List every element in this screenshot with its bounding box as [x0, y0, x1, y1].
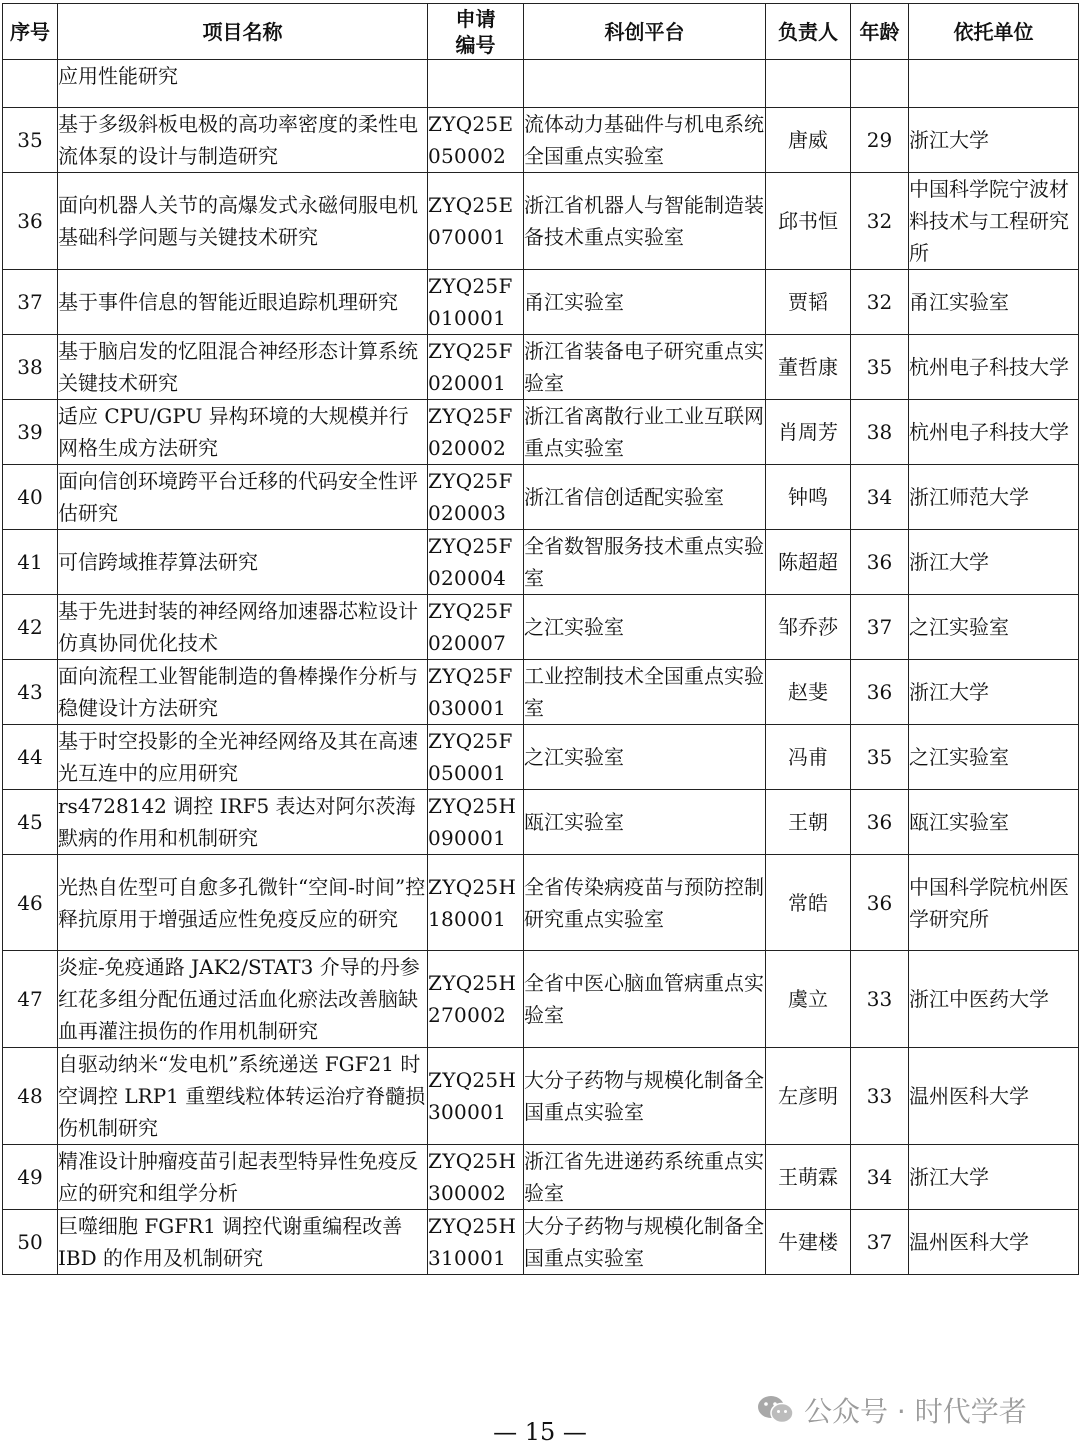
- header-code-line2: 编号: [455, 32, 496, 57]
- header-unit: 依托单位: [909, 4, 1079, 60]
- cell-unit: 甬江实验室: [909, 270, 1079, 335]
- watermark-text: 公众号 · 时代学者: [804, 1395, 1027, 1428]
- cell-unit: 温州医科大学: [909, 1210, 1079, 1275]
- cell-code: [428, 951, 524, 1048]
- cell-code: [428, 595, 524, 660]
- cell-person: 邹乔莎: [766, 595, 851, 660]
- cell-age: 37: [851, 595, 909, 660]
- cell-code-line2: 310001: [428, 1246, 507, 1270]
- cell-unit: 温州医科大学: [909, 1048, 1079, 1145]
- cell-unit: 中国科学院杭州医学研究所: [909, 855, 1079, 951]
- cell-code: [428, 790, 524, 855]
- page-number: — 15 —: [493, 1418, 587, 1446]
- table-row: [3, 108, 1079, 173]
- cell-no: 49: [3, 1145, 58, 1210]
- cell-code-line2: 050001: [428, 761, 507, 785]
- cell-code-line1: ZYQ25F: [428, 729, 513, 753]
- cell-code-line1: ZYQ25H: [428, 794, 517, 818]
- cell-name: 应用性能研究: [58, 60, 428, 108]
- cell-code-line2: 180001: [428, 906, 507, 931]
- header-person: 负责人: [766, 4, 851, 60]
- table-row: [3, 335, 1079, 400]
- cell-person: 虞立: [766, 951, 851, 1048]
- cell-name: 适应 CPU/GPU 异构环境的大规模并行网格生成方法研究: [58, 400, 428, 465]
- cell-code-line1: ZYQ25H: [428, 1149, 517, 1173]
- cell-no: 44: [3, 725, 58, 790]
- cell-unit: 浙江大学: [909, 108, 1079, 173]
- cell-unit: 浙江大学: [909, 530, 1079, 595]
- cell-unit: 杭州电子科技大学: [909, 335, 1079, 400]
- cell-code-line1: ZYQ25F: [428, 534, 513, 558]
- cell-platform: 浙江省信创适配实验室: [524, 465, 766, 530]
- cell-code-line1: ZYQ25F: [428, 664, 513, 688]
- cell-person: 冯甫: [766, 725, 851, 790]
- table-row: [3, 855, 1079, 951]
- cell-age: 32: [851, 173, 909, 270]
- header-no: 序号: [3, 4, 58, 60]
- project-table: [2, 3, 1079, 1275]
- cell-age: 36: [851, 660, 909, 725]
- cell-code-line2: 020003: [428, 501, 507, 525]
- cell-platform: 全省传染病疫苗与预防控制研究重点实验室: [524, 855, 766, 951]
- cell-platform: 甬江实验室: [524, 270, 766, 335]
- cell-platform: [524, 60, 766, 108]
- cell-no: 47: [3, 951, 58, 1048]
- cell-age: 33: [851, 1048, 909, 1145]
- cell-name: 精准设计肿瘤疫苗引起表型特异性免疫反应的研究和组学分析: [58, 1145, 428, 1210]
- cell-no: 37: [3, 270, 58, 335]
- cell-platform: 工业控制技术全国重点实验室: [524, 660, 766, 725]
- cell-code: [428, 400, 524, 465]
- cell-code-line1: ZYQ25E: [428, 193, 514, 217]
- cell-code-line2: 050002: [428, 144, 507, 168]
- table-row: [3, 400, 1079, 465]
- cell-person: [766, 60, 851, 108]
- cell-no: 38: [3, 335, 58, 400]
- cell-platform: 流体动力基础件与机电系统全国重点实验室: [524, 108, 766, 173]
- cell-name: 面向机器人关节的高爆发式永磁伺服电机基础科学问题与关键技术研究: [58, 173, 428, 270]
- cell-name: 基于时空投影的全光神经网络及其在高速光互连中的应用研究: [58, 725, 428, 790]
- cell-name: 基于事件信息的智能近眼追踪机理研究: [58, 270, 428, 335]
- header-code: [428, 4, 524, 60]
- cell-name: 可信跨域推荐算法研究: [58, 530, 428, 595]
- cell-age: 32: [851, 270, 909, 335]
- cell-platform: 全省数智服务技术重点实验室: [524, 530, 766, 595]
- table-row: [3, 660, 1079, 725]
- cell-age: 36: [851, 530, 909, 595]
- cell-person: 肖周芳: [766, 400, 851, 465]
- cell-unit: 瓯江实验室: [909, 790, 1079, 855]
- cell-code-line1: ZYQ25F: [428, 404, 513, 428]
- header-name: 项目名称: [58, 4, 428, 60]
- cell-no: 35: [3, 108, 58, 173]
- cell-unit: 浙江大学: [909, 1145, 1079, 1210]
- cell-age: 29: [851, 108, 909, 173]
- table-row: [3, 270, 1079, 335]
- cell-code-line1: ZYQ25E: [428, 112, 514, 136]
- cell-code-line2: 270002: [428, 1003, 507, 1027]
- cell-age: 35: [851, 725, 909, 790]
- cell-code: [428, 270, 524, 335]
- cell-no: 42: [3, 595, 58, 660]
- cell-person: 贾韬: [766, 270, 851, 335]
- table-row: [3, 1048, 1079, 1145]
- cell-no: 48: [3, 1048, 58, 1145]
- cell-name: 基于先进封装的神经网络加速器芯粒设计仿真协同优化技术: [58, 595, 428, 660]
- cell-unit: 之江实验室: [909, 595, 1079, 660]
- cell-code: [428, 60, 524, 108]
- cell-code: [428, 335, 524, 400]
- cell-code: [428, 1210, 524, 1275]
- cell-unit: 中国科学院宁波材料技术与工程研究所: [909, 173, 1079, 270]
- cell-platform: 浙江省装备电子研究重点实验室: [524, 335, 766, 400]
- cell-platform: 全省中医心脑血管病重点实验室: [524, 951, 766, 1048]
- cell-age: 34: [851, 1145, 909, 1210]
- cell-code-line1: ZYQ25H: [428, 1214, 517, 1238]
- cell-platform: 浙江省先进递药系统重点实验室: [524, 1145, 766, 1210]
- cell-person: 牛建楼: [766, 1210, 851, 1275]
- cell-platform: 大分子药物与规模化制备全国重点实验室: [524, 1210, 766, 1275]
- table-row: [3, 1210, 1079, 1275]
- cell-unit: 之江实验室: [909, 725, 1079, 790]
- table-row: [3, 951, 1079, 1048]
- cell-name: 炎症-免疫通路 JAK2/STAT3 介导的丹参红花多组分配伍通过活血化瘀法改善脑缺血再灌注损伤的作用机制研究: [58, 951, 428, 1048]
- cell-no: 41: [3, 530, 58, 595]
- cell-no: 40: [3, 465, 58, 530]
- cell-person: 董哲康: [766, 335, 851, 400]
- cell-platform: 浙江省机器人与智能制造装备技术重点实验室: [524, 173, 766, 270]
- cell-code-line1: ZYQ25F: [428, 274, 513, 298]
- cell-name: 自驱动纳米“发电机”系统递送 FGF21 时空调控 LRP1 重塑线粒体转运治疗脊髓损伤机制研究: [58, 1048, 428, 1145]
- cell-no: 45: [3, 790, 58, 855]
- cell-code-line2: 020001: [428, 371, 507, 395]
- cell-code: [428, 855, 524, 951]
- cell-code-line1: ZYQ25F: [428, 469, 513, 493]
- table-row: [3, 1145, 1079, 1210]
- cell-person: 左彦明: [766, 1048, 851, 1145]
- cell-platform: 大分子药物与规模化制备全国重点实验室: [524, 1048, 766, 1145]
- cell-code-line2: 070001: [428, 225, 507, 249]
- table-row: [3, 725, 1079, 790]
- cell-no: 46: [3, 855, 58, 951]
- table-body: [3, 60, 1079, 1275]
- cell-no: [3, 60, 58, 108]
- cell-person: 陈超超: [766, 530, 851, 595]
- header-code-line1: 申请: [455, 6, 496, 31]
- cell-name: 光热自佐型可自愈多孔微针“空间-时间”控释抗原用于增强适应性免疫反应的研究: [58, 855, 428, 951]
- cell-code-line2: 020004: [428, 566, 507, 590]
- cell-code-line1: ZYQ25F: [428, 599, 513, 623]
- table-row: [3, 465, 1079, 530]
- cell-no: 36: [3, 173, 58, 270]
- cell-age: 36: [851, 790, 909, 855]
- cell-person: 王朝: [766, 790, 851, 855]
- cell-code: [428, 530, 524, 595]
- cell-code: [428, 1145, 524, 1210]
- cell-age: 38: [851, 400, 909, 465]
- cell-code-line2: 030001: [428, 696, 507, 720]
- cell-code-line1: ZYQ25F: [428, 339, 513, 363]
- cell-code: [428, 725, 524, 790]
- cell-code-line1: ZYQ25H: [428, 1068, 517, 1092]
- table-row: [3, 530, 1079, 595]
- cell-platform: 之江实验室: [524, 595, 766, 660]
- cell-name: 面向信创环境跨平台迁移的代码安全性评估研究: [58, 465, 428, 530]
- table-row: [3, 173, 1079, 270]
- cell-code-line1: ZYQ25H: [428, 874, 517, 899]
- cell-code-line1: ZYQ25H: [428, 971, 517, 995]
- cell-name: rs4728142 调控 IRF5 表达对阿尔茨海默病的作用和机制研究: [58, 790, 428, 855]
- cell-age: 35: [851, 335, 909, 400]
- cell-unit: 浙江大学: [909, 660, 1079, 725]
- cell-code: [428, 660, 524, 725]
- cell-no: 39: [3, 400, 58, 465]
- cell-code-line2: 300001: [428, 1100, 507, 1124]
- cell-unit: [909, 60, 1079, 108]
- cell-platform: 之江实验室: [524, 725, 766, 790]
- table-row: [3, 60, 1079, 108]
- cell-age: 36: [851, 855, 909, 951]
- cell-code-line2: 020007: [428, 631, 507, 655]
- cell-platform: 瓯江实验室: [524, 790, 766, 855]
- cell-age: 33: [851, 951, 909, 1048]
- cell-unit: 杭州电子科技大学: [909, 400, 1079, 465]
- cell-code-line2: 090001: [428, 826, 507, 850]
- cell-no: 43: [3, 660, 58, 725]
- cell-name: 巨噬细胞 FGFR1 调控代谢重编程改善 IBD 的作用及机制研究: [58, 1210, 428, 1275]
- cell-age: 37: [851, 1210, 909, 1275]
- cell-code-line2: 300002: [428, 1181, 507, 1205]
- cell-code: [428, 108, 524, 173]
- cell-code: [428, 465, 524, 530]
- cell-unit: 浙江中医药大学: [909, 951, 1079, 1048]
- cell-person: 邱书恒: [766, 173, 851, 270]
- header-platform: 科创平台: [524, 4, 766, 60]
- cell-code: [428, 1048, 524, 1145]
- cell-code-line2: 010001: [428, 306, 507, 330]
- cell-code-line2: 020002: [428, 436, 507, 460]
- cell-platform: 浙江省离散行业工业互联网重点实验室: [524, 400, 766, 465]
- table-header: [3, 4, 1079, 60]
- cell-person: 王萌霖: [766, 1145, 851, 1210]
- table-row: [3, 790, 1079, 855]
- cell-name: 基于多级斜板电极的高功率密度的柔性电流体泵的设计与制造研究: [58, 108, 428, 173]
- cell-unit: 浙江师范大学: [909, 465, 1079, 530]
- cell-person: 唐威: [766, 108, 851, 173]
- cell-no: 50: [3, 1210, 58, 1275]
- cell-age: 34: [851, 465, 909, 530]
- table-row: [3, 595, 1079, 660]
- cell-person: 常皓: [766, 855, 851, 951]
- cell-name: 面向流程工业智能制造的鲁棒操作分析与稳健设计方法研究: [58, 660, 428, 725]
- cell-name: 基于脑启发的忆阻混合神经形态计算系统关键技术研究: [58, 335, 428, 400]
- header-age: 年龄: [851, 4, 909, 60]
- cell-age: [851, 60, 909, 108]
- cell-person: 赵斐: [766, 660, 851, 725]
- cell-person: 钟鸣: [766, 465, 851, 530]
- cell-code: [428, 173, 524, 270]
